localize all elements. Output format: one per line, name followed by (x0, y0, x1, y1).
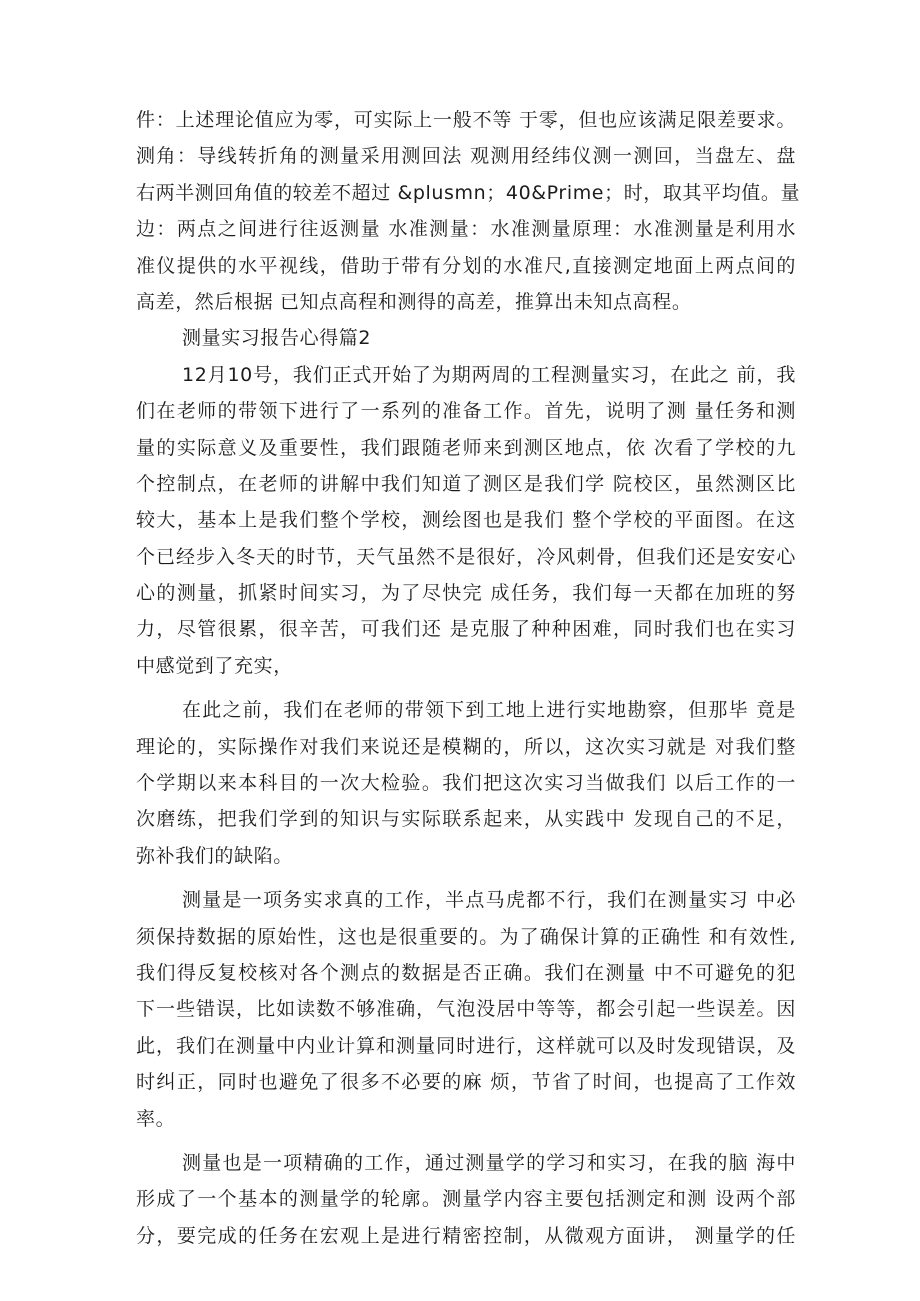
document-body (136, 102, 801, 1254)
text-line: 须保持数据的原始性，这也是很重要的。为了确保计算的正确性 和有效性, (136, 925, 796, 948)
text-line: 分，要完成的任务在宏观上是进行精密控制，从微观方面讲， 测量学的任 (136, 1224, 796, 1247)
text-line: 较大，基本上是我们整个学校，测绘图也是我们 整个学校的平面图。在这 (136, 509, 796, 532)
text-line: 测量是一项务实求真的工作，半点马虎都不行，我们在测量实习 中必 (182, 889, 796, 912)
section-heading: 测量实习报告心得篇2 (182, 327, 372, 350)
text-line: 个学期以来本科目的一次大检验。我们把这次实习当做我们 以后工作的一 (136, 772, 796, 795)
text-line: 此，我们在测量中内业计算和测量同时进行，这样就可以及时发现错误，及 (136, 1034, 796, 1057)
text-line: 率。 (136, 1107, 176, 1130)
text-line: 12月10号，我们正式开始了为期两周的工程测量实习，在此之 前，我 (182, 363, 796, 386)
text-line: 准仪提供的水平视线，借助于带有分划的水准尺,直接测定地面上两点间的 (136, 254, 796, 277)
text-line: 们在老师的带领下进行了一系列的准备工作。首先，说明了测 量任务和测 (136, 400, 796, 423)
paragraph-data-accuracy (136, 882, 796, 1137)
text-line: 中感觉到了充实， (136, 654, 293, 677)
text-line: 力，尽管很累，很辛苦，可我们还 是克服了种种困难，同时我们也在实习 (136, 618, 796, 641)
text-line: 件：上述理论值应为零，可实际上一般不等 于零，但也应该满足限差要求。 (136, 109, 796, 131)
text-line: 量的实际意义及重要性，我们跟随老师来到测区地点，依 次看了学校的九 (136, 436, 796, 459)
text-line: 下一些错误，比如读数不够准确，气泡没居中等等，都会引起一些误差。因 (136, 998, 796, 1021)
text-line: 个控制点，在老师的讲解中我们知道了测区是我们学 院校区，虽然测区比 (136, 472, 796, 495)
paragraph-site-survey (136, 692, 796, 874)
text-line: 弥补我们的缺陷。 (136, 844, 293, 867)
text-line: 理论的，实际操作对我们来说还是模糊的，所以，这次实习就是 对我们整 (136, 735, 796, 758)
paragraph-precision-work (136, 1145, 796, 1254)
text-line: 心的测量，抓紧时间实习，为了尽快完 成任务，我们每一天都在加班的努 (136, 582, 796, 605)
text-line: 次磨练，把我们学到的知识与实际联系起来，从实践中 发现自己的不足， (136, 808, 796, 831)
text-line: 在此之前，我们在老师的带领下到工地上进行实地勘察，但那毕 竟是 (182, 699, 796, 722)
text-line: 边：两点之间进行往返测量 水准测量：水准测量原理：水准测量是利用水 (136, 218, 796, 241)
text-line: 高差，然后根据 已知点高程和测得的高差，推算出未知点高程。 (136, 290, 692, 313)
text-line: 形成了一个基本的测量学的轮廓。测量学内容主要包括测定和测 设两个部 (136, 1188, 796, 1211)
paragraph-internship-start (136, 357, 796, 685)
paragraph-survey-method (136, 102, 801, 320)
text-line: 时纠正，同时也避免了很多不必要的麻 烦，节省了时间，也提高了工作效 (136, 1071, 796, 1094)
text-line: 测角：导线转折角的测量采用测回法 观测用经纬仪测一测回，当盘左、盘 (136, 145, 796, 168)
text-line: 个已经步入冬天的时节，天气虽然不是很好，冷风刺骨，但我们还是安安心 (136, 545, 796, 568)
text-line: 我们得反复校核对各个测点的数据是否正确。我们在测量 中不可避免的犯 (136, 961, 796, 984)
text-line: 右两半测回角值的较差不超过 &plusmn；40&Prime；时，取其平均值。量 (136, 181, 801, 204)
text-line: 测量也是一项精确的工作，通过测量学的学习和实习，在我的脑 海中 (182, 1151, 796, 1174)
